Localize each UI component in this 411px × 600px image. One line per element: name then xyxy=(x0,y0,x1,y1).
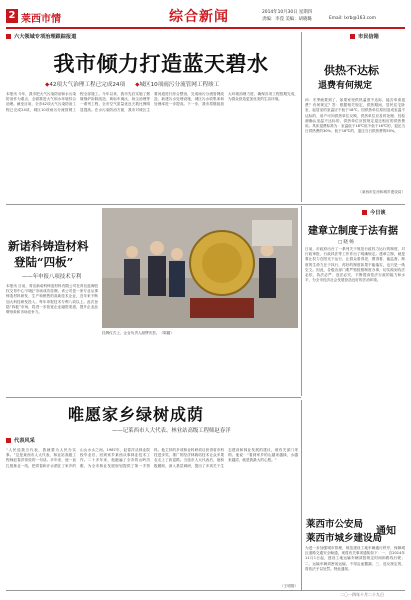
photo-caption: 挂牌仪式上，企业负责人敲锣庆贺。（陈璐） xyxy=(102,331,174,335)
sub-right: ◆城区10项雨污分流管网工程竣工 xyxy=(135,82,220,88)
main-kicker xyxy=(6,32,76,41)
bottom-byline: （王明翔） xyxy=(280,584,298,588)
bottom-section-label: 代表风采 xyxy=(14,438,35,444)
kicker-square-icon xyxy=(6,34,11,39)
bottom-section xyxy=(6,436,35,445)
bottom-square-icon xyxy=(6,438,11,443)
bottom-body: “人民选我当代表，我就要为人民办实事。”这是莱西市人大代表、林业站高级工程师赵春洋常说的一句话。多年来，他一直扎根林业一线，把青春和汗水洒在了家乡的山山水水之间。1987年，赵春洋从林业院校毕业后，回到家乡莱西从事林业技术工作。二十多年来，他跑遍了全市的山岭沟壑，为全市林业发展规划提供了第一手资料。他主持的多项林业科研项目获得省市科技进步奖，推广的经济林栽培技术让众多果农走上了致富路。当选市人大代表后，他积极履职，深入基层调研，提出了多项关于生态建设和林业发展的建议，被有关部门采纳。他说：“看到家乡的山越来越绿，水越来越清，就是我最大的心愿。” xyxy=(6,448,298,468)
section-name: 莱西市情 xyxy=(21,14,61,25)
system-body: 日前，市政府出台了一系列关于规范行政权力运行的制度，对行政审批、行政执法等工作作出了明确规定。建章立制，就是要让权力在阳光下运行，让群众看得见、摸得着、能监督。制度的生命力在于执行，再好的制度如果不能落实，也只是一纸空文。因此，各级各部门要严格按照制度办事，切实做到有法必依、执法必严、违法必究，不断提高依法行政的能力和水平，为全市经济社会发展营造良好的法治环境。 xyxy=(305,247,405,283)
sub-left: ◆42项大气治理工程已完成24项 xyxy=(45,82,126,88)
letter-headline-2: 退费有何规定 xyxy=(318,81,373,91)
today-section xyxy=(362,208,386,217)
book-body: 本报讯 日前，青岛新诺科铸造材料有限公司在青岛蓝海股权交易中心“四板”市场成功挂牌。该公司是一家专业从事铸造材料研发、生产和销售的高新技术企业，近年来不断加大科技研发投入，每年申报技术专利八项以上。此次登陆“四板”市场，将进一步拓宽企业融资渠道，提升企业品牌形象和市场竞争力。 xyxy=(6,284,98,315)
letter-headline-1: 供热不达标 xyxy=(324,64,379,77)
kicker-text: 六大领域专项治理跟踪报道 xyxy=(14,34,77,40)
column-divider-2 xyxy=(301,206,302,396)
notice-headline-2: 莱西市城乡建设局 xyxy=(306,533,383,544)
editor-line: 责编：李滢 美编：胡晓璐 xyxy=(262,17,312,22)
main-body: 本报讯 今年，我市把大气污染防治和水污染防治作为重点，全面推进大气和水环境综合治理。截至目前，全市42项大气污染防治工程已完成24项，城区10项雨污分流管网工程全部竣工。今年以来，我市先后实施了燃煤锅炉拆除改造、黄标车淘汰、扬尘治理等一系列工程，全市空气质量优良天数比例明显提高。在水污染防治方面，我市对城区主要河道进行综合整治，完成雨污分流管网改造，新建污水处理设施，城区污水收集率和处理率进一步提高。下一步，我市将继续加大环境治理力度，确保各项工程按期完成，为群众营造更加优美的生活环境。 xyxy=(6,92,298,112)
column-divider xyxy=(301,32,302,202)
letter-reply: （莱西市住房和城乡建设局） xyxy=(358,190,405,194)
system-headline: 建章立制度于法有据 xyxy=(308,226,398,237)
diamond-icon: ◆ xyxy=(135,82,140,88)
row-divider xyxy=(6,204,405,205)
date-line: 2014年10月30日 星期四 xyxy=(262,10,313,15)
today-square-icon xyxy=(362,210,367,215)
book-headline-1: 新诺科铸造材料 xyxy=(8,239,89,253)
bottom-headline: 唯愿家乡绿树成荫 xyxy=(68,405,205,424)
bottom-subhead: ——记莱西市人大代表、林业站高级工程师赵春洋 xyxy=(112,428,231,434)
footer-issue: 二〇一四年十月二十九日 xyxy=(340,592,384,597)
notice-body: 为进一步加强城市管理，规范建设工地车辆通行秩序，保障城区道路交通安全畅通，现将有关事项通知如下：一、自2014年11月1日起，建设工地运输车辆须按规定时间和路线行驶；二、运输车辆须密闭运输，不得沿途撒漏；三、违反规定的，将依法予以处罚。特此通知。 xyxy=(305,546,405,571)
photo-illustration xyxy=(102,208,298,328)
header-rule xyxy=(6,27,405,29)
main-headline: 我市倾力打造蓝天碧水 xyxy=(53,51,269,76)
banner-title: 综合新闻 xyxy=(169,9,229,25)
notice-headline-3: 通知 xyxy=(376,526,396,537)
notice-headline-1: 莱西市公安局 xyxy=(306,519,364,530)
row-divider-2 xyxy=(6,397,301,398)
system-author: □ 晓 畅 xyxy=(338,240,354,245)
letter-square-icon xyxy=(350,34,355,39)
letter-body: 问：冬季就要到了，如果家里供热温度不达标，能否申请退费？有何规定？答：根据相关规定，供热期间，居民住宅卧室、起居室的室温应不低于18℃。因供热单位原因造成室温不达标的，用户可向供热单位反映，供热单位应及时处理；经检测确认室温不达标的，供热单位应按规定退还相应的供热费用。具体退费标准为：室温低于18℃但不低于16℃的，退还当日供热费的30%；低于16℃的，退还当日供热费的50%。 xyxy=(305,98,405,134)
news-photo xyxy=(102,208,298,328)
email-line: Email: lxrb@163.com xyxy=(329,16,377,21)
letter-section-label: 市民信箱 xyxy=(358,34,379,40)
book-headline-2: 登陆“四板” xyxy=(14,255,74,269)
column-divider-3 xyxy=(301,400,302,590)
page-header xyxy=(6,6,405,26)
diamond-icon: ◆ xyxy=(45,82,50,88)
page-number: 2 xyxy=(6,9,18,23)
main-subheads xyxy=(45,80,285,88)
letter-section xyxy=(350,32,379,41)
today-section-label: 今日谈 xyxy=(370,210,386,216)
book-subhead: ——年申报八项技术专利 xyxy=(22,274,82,280)
footer-rule xyxy=(6,590,405,591)
